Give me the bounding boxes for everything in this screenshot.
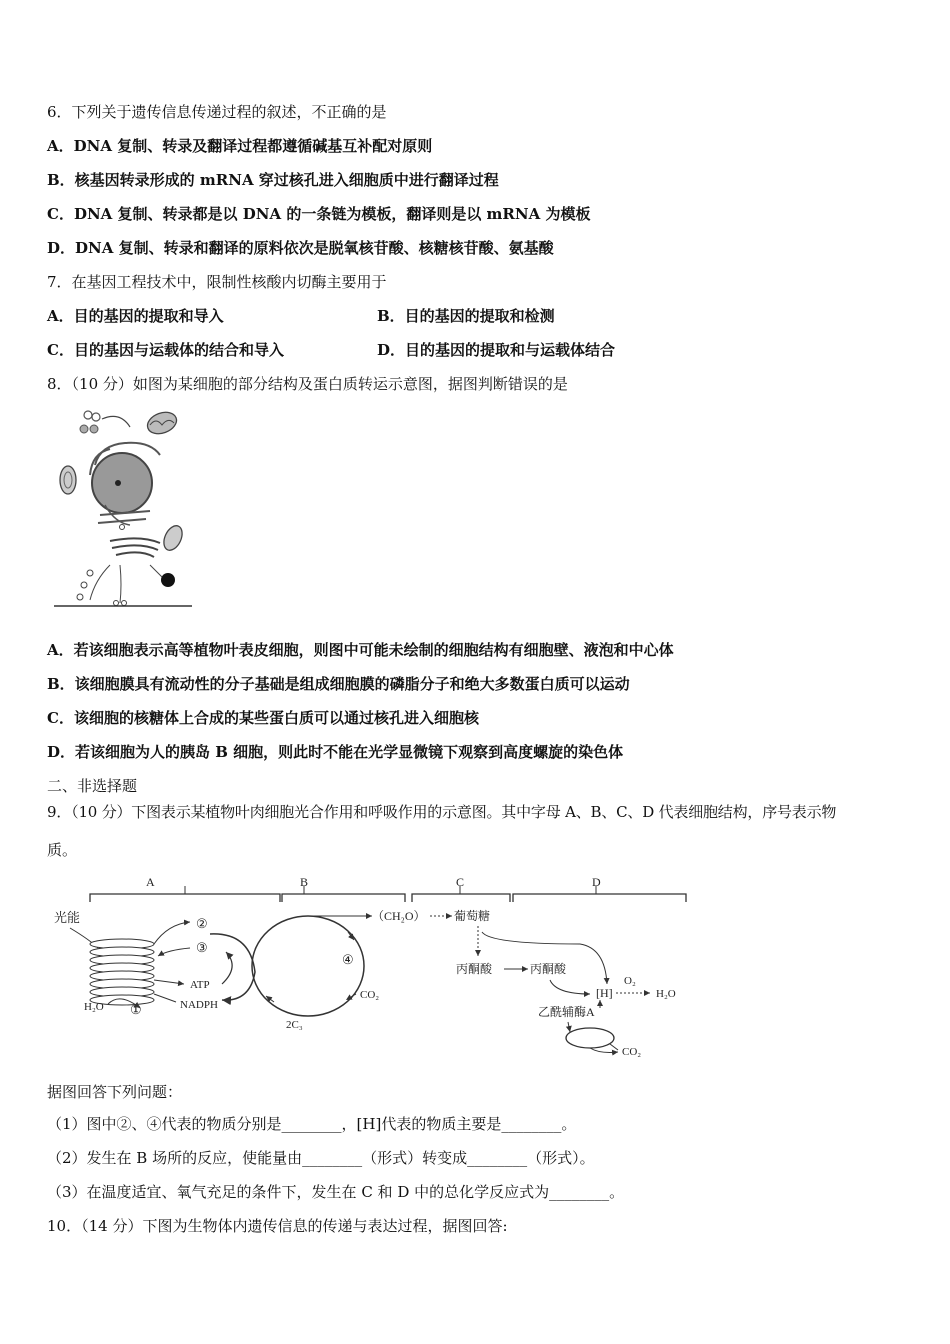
co2-b-label: CO₂ — [360, 989, 380, 1001]
q6-option-c: C．DNA 复制、转录都是以 DNA 的一条链为模板，翻译则是以 mRNA 为模板 — [47, 205, 591, 223]
cell-structure-figure — [50, 405, 200, 615]
q6-stem: 6．下列关于遗传信息传递过程的叙述，不正确的是 — [47, 103, 387, 121]
q9-subquestion-1: （1）图中②、④代表的物质分别是________，[H]代表的物质主要是________。 — [47, 1115, 577, 1133]
thylakoid-stack — [90, 939, 154, 1005]
label-d: D — [592, 875, 601, 889]
q8-option-b: B．该细胞膜具有流动性的分子基础是组成细胞膜的磷脂分子和绝大多数蛋白质可以运动 — [47, 675, 630, 693]
q6-option-b: B．核基因转录形成的 mRNA 穿过核孔进入细胞质中进行翻译过程 — [47, 171, 499, 189]
label-a: A — [146, 875, 155, 889]
substance-1-label: ① — [130, 1002, 142, 1017]
q7-option-b: B．目的基因的提取和检测 — [377, 307, 555, 325]
q8-option-c: C．该细胞的核糖体上合成的某些蛋白质可以通过核孔进入细胞核 — [47, 709, 479, 727]
q7-option-d: D．目的基因的提取和与运载体结合 — [377, 341, 616, 359]
ch2o-label: （CH₂O） — [372, 909, 426, 923]
q9-subquestion-2: （2）发生在 B 场所的反应，使能量由________（形式）转变成________（形式）。 — [47, 1149, 595, 1167]
glucose-label: 葡萄糖 — [454, 909, 491, 923]
substance-3-label: ③ — [196, 940, 208, 955]
q8-option-a: A．若该细胞表示高等植物叶表皮细胞，则图中可能未绘制的细胞结构有细胞壁、液泡和中心体 — [47, 641, 674, 659]
q8-stem: 8．（10 分）如图为某细胞的部分结构及蛋白质转运示意图，据图判断错误的是 — [47, 375, 568, 393]
pyruvate-label-2: 丙酮酸 — [530, 962, 567, 976]
atp-label: ATP — [190, 979, 210, 991]
h-label: [H] — [596, 986, 613, 1000]
co2-d-label: CO₂ — [622, 1046, 642, 1058]
q6-option-a: A．DNA 复制、转录及翻译过程都遵循碱基互补配对原则 — [47, 137, 433, 155]
q7-option-a: A．目的基因的提取和导入 — [47, 307, 224, 325]
light-energy-label: 光能 — [54, 910, 81, 925]
section-heading: 二、非选择题 — [47, 777, 138, 795]
q7-stem: 7．在基因工程技术中，限制性核酸内切酶主要用于 — [47, 273, 387, 291]
c3-label: 2C₃ — [286, 1019, 303, 1031]
h2o-right-label: H₂O — [656, 988, 676, 1000]
h2o-left-label: H₂O — [84, 1001, 104, 1013]
q9-prompt: 据图回答下列问题： — [47, 1083, 183, 1101]
q8-option-d: D．若该细胞为人的胰岛 B 细胞，则此时不能在光学显微镜下观察到高度螺旋的染色体 — [47, 743, 624, 761]
q6-option-d: D．DNA 复制、转录和翻译的原料依次是脱氧核苷酸、核糖核苷酸、氨基酸 — [47, 239, 554, 257]
q9-stem-line2: 质。 — [47, 841, 78, 859]
q10-stem: 10．（14 分）下图为生物体内遗传信息的传递与表达过程，据图回答: — [47, 1217, 508, 1235]
q7-option-c: C．目的基因与运载体的结合和导入 — [47, 341, 284, 359]
label-c: C — [456, 875, 465, 889]
label-b: B — [300, 875, 309, 889]
substance-4-label: ④ — [342, 952, 354, 967]
q9-subquestion-3: （3）在温度适宜、氧气充足的条件下，发生在 C 和 D 中的总化学反应式为________。 — [47, 1183, 625, 1201]
photosynthesis-respiration-diagram — [50, 872, 710, 1067]
nadph-label: NADPH — [180, 999, 218, 1011]
q9-stem-line1: 9．（10 分）下图表示某植物叶肉细胞光合作用和呼吸作用的示意图。其中字母 A、B、C、D 代表细胞结构，序号表示物 — [47, 803, 837, 821]
acetyl-coa-label: 乙酰辅酶A — [538, 1005, 595, 1019]
pyruvate-label-1: 丙酮酸 — [456, 962, 493, 976]
substance-2-label: ② — [196, 916, 208, 931]
o2-label: O₂ — [624, 975, 636, 987]
